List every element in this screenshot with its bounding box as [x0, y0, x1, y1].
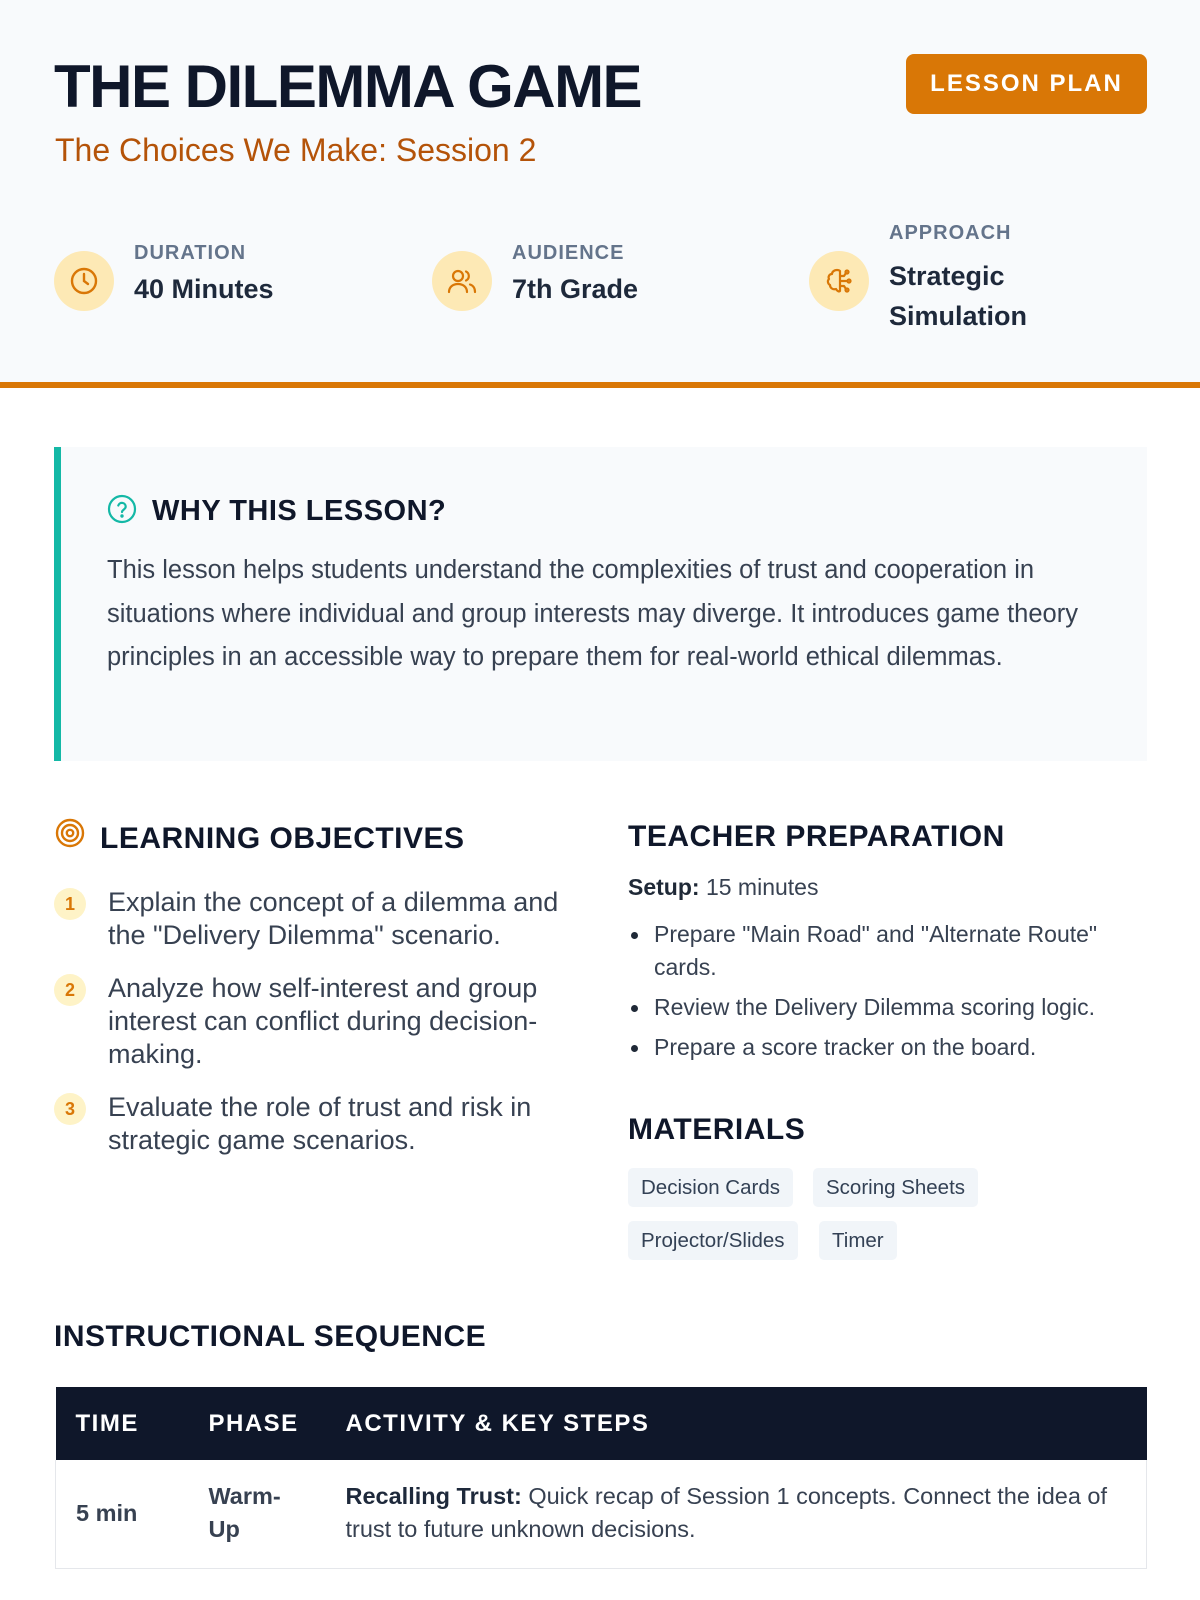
meta-label: AUDIENCE [512, 242, 625, 264]
question-circle-icon [106, 493, 138, 530]
time-cell: 5 min [56, 1460, 189, 1569]
objective-item [54, 1091, 574, 1157]
meta-value: 40 Minutes [134, 274, 274, 304]
objective-number: 1 [54, 888, 86, 920]
materials-heading: MATERIALS [628, 1113, 806, 1146]
objective-item [54, 972, 574, 1071]
material-chip: Projector/Slides [628, 1221, 798, 1260]
meta-label: DURATION [134, 242, 247, 264]
col-header-activity: ACTIVITY & KEY STEPS [326, 1387, 1147, 1460]
setup-value: 15 minutes [699, 874, 819, 900]
objectives-list [54, 886, 574, 1177]
objective-text: Evaluate the role of trust and risk in strategic game scenarios. [108, 1092, 532, 1155]
prep-item: Prepare "Main Road" and "Alternate Route" cards. [628, 918, 1148, 984]
why-heading [106, 491, 446, 531]
page-subtitle: The Choices We Make: Session 2 [55, 132, 537, 168]
brain-icon [809, 251, 869, 311]
table-row [56, 1460, 1147, 1569]
material-chip: Timer [819, 1221, 897, 1260]
meta-label: APPROACH [889, 222, 1012, 244]
meta-value: 7th Grade [512, 274, 639, 304]
clock-icon [54, 251, 114, 311]
users-icon [432, 251, 492, 311]
objective-text: Analyze how self-interest and group interest can conflict during decision-making. [108, 973, 538, 1069]
why-text: This lesson helps students understand the complexities of trust and cooperation in situations where individual and group interests may diverge. It introduces game theory principles in an accessible way to prepare them for real-world ethical dilemmas. [107, 556, 1078, 671]
activity-title: Recalling Trust: [345, 1483, 522, 1509]
setup-label: Setup: [628, 874, 700, 900]
meta-value-line1: Strategic [889, 261, 1005, 291]
objectives-heading [54, 817, 465, 860]
why-lesson-card [54, 447, 1147, 761]
table-header-row [56, 1387, 1147, 1460]
col-header-time: TIME [56, 1387, 189, 1460]
objectives-title: LEARNING OBJECTIVES [100, 821, 465, 855]
page-title: THE DILEMMA GAME [54, 53, 642, 120]
why-title: WHY THIS LESSON? [152, 494, 447, 527]
activity-cell [326, 1460, 1147, 1569]
target-icon [54, 817, 86, 860]
prep-heading: TEACHER PREPARATION [628, 820, 1005, 853]
prep-item: Prepare a score tracker on the board. [628, 1031, 1148, 1064]
objective-number: 3 [54, 1093, 86, 1125]
lesson-plan-badge: LESSON PLAN [906, 54, 1147, 114]
prep-list [628, 918, 1148, 1071]
objective-item [54, 886, 574, 952]
phase-line: Warm- [208, 1483, 281, 1509]
objective-text: Explain the concept of a dilemma and the "Delivery Dilemma" scenario. [108, 887, 559, 950]
lesson-header [0, 0, 1200, 388]
setup-line [628, 874, 818, 901]
phase-line: Up [208, 1516, 240, 1542]
meta-value-line2: Simulation [889, 301, 1028, 331]
sequence-table [55, 1387, 1147, 1569]
objective-number: 2 [54, 974, 86, 1006]
material-chip: Decision Cards [628, 1168, 793, 1207]
col-header-phase: PHASE [189, 1387, 326, 1460]
prep-item: Review the Delivery Dilemma scoring logic. [628, 991, 1148, 1024]
phase-cell [189, 1460, 326, 1569]
activity-text: Quick recap of Session 1 concepts. Connect the idea of trust to future unknown decisions. [345, 1483, 1108, 1542]
sequence-heading: INSTRUCTIONAL SEQUENCE [54, 1320, 487, 1353]
material-chip: Scoring Sheets [813, 1168, 978, 1207]
